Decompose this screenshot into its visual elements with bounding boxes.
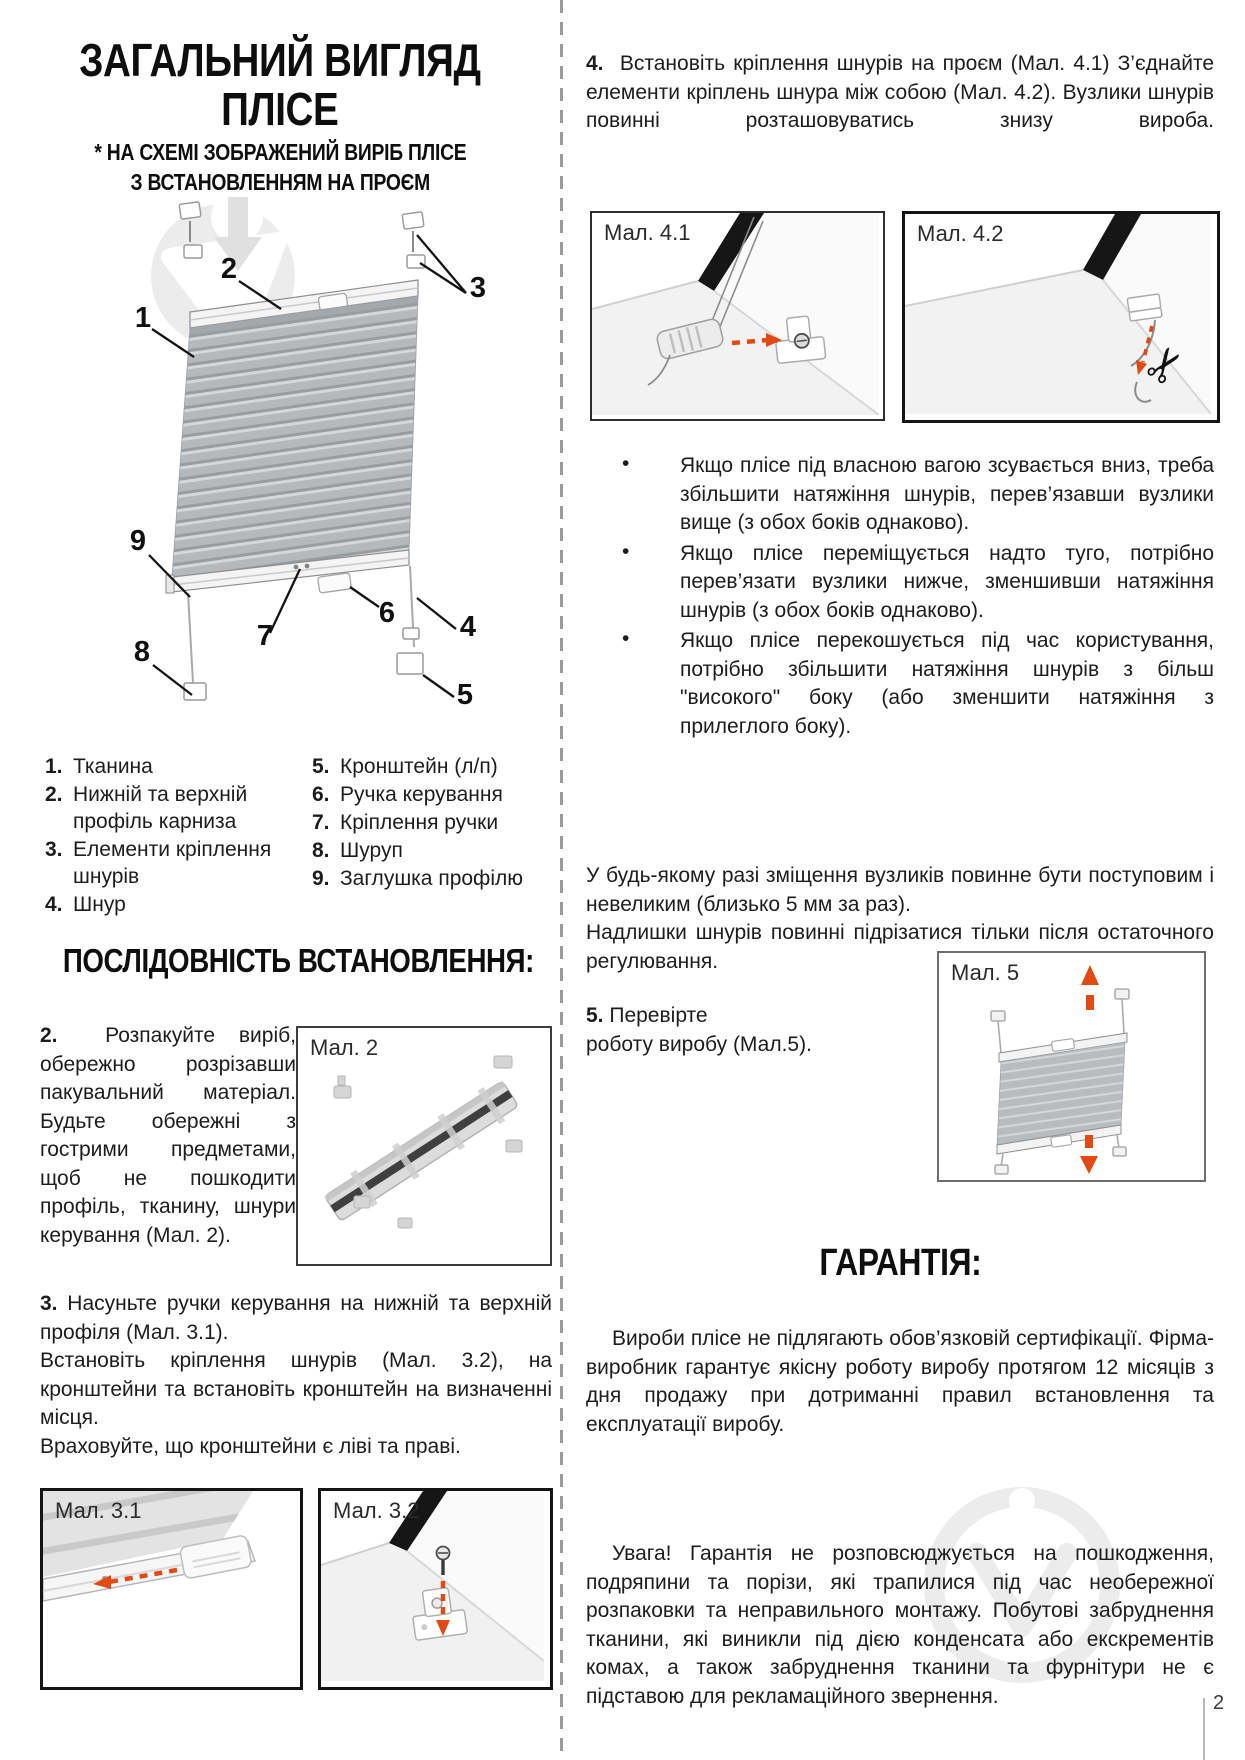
step-4-number: 4. xyxy=(586,52,604,75)
bullet-icon: • xyxy=(622,627,630,651)
list-item xyxy=(586,627,1214,741)
figure-4-2-label: Мал. 4.2 xyxy=(917,221,1004,246)
figure-4-1 xyxy=(590,211,885,421)
figure-2-label: Мал. 2 xyxy=(310,1035,379,1060)
diagram-callout-3: 3 xyxy=(469,272,487,304)
figure-3-1-label: Мал. 3.1 xyxy=(55,1498,142,1523)
pleated-blind-diagram-svg xyxy=(100,195,510,715)
figure-2-illustration xyxy=(298,1028,546,1260)
bullet-icon: • xyxy=(622,539,630,563)
page-number: 2 xyxy=(1213,1692,1225,1714)
list-item xyxy=(586,540,1214,626)
legend-text: Тканина xyxy=(73,755,153,778)
step-3-text xyxy=(40,1290,552,1461)
legend-text: Ручка керування xyxy=(340,783,503,807)
legend-item-1 xyxy=(45,753,297,780)
step-3-line-3: Враховуйте, що кронштейни є ліві та праві. xyxy=(40,1434,461,1458)
diagram-callout-8: 8 xyxy=(133,636,151,668)
figure-5 xyxy=(937,951,1206,1182)
warranty-paragraph-2: Увага! Гарантія не розповсюджується на пошкодження, подряпини та порізи, які трапилися під час необережної розпаковки та неправильного монтажу. Побутові забруднення тканини, які виникли під дією конденсата або екскрементів комах, а також забруднення тканини та фурнітури не є підставою для рекламаційного звернення. xyxy=(586,1542,1214,1708)
diagram-callout-1: 1 xyxy=(134,302,152,334)
note-line-2: Надлишки шнурів повинні підрізатися тільки після остаточного регулювання. xyxy=(586,921,1214,973)
step-5-number: 5. xyxy=(586,1004,604,1027)
legend-num: 2. xyxy=(45,783,63,807)
warranty-title xyxy=(586,1242,1214,1285)
diagram-callout-9: 9 xyxy=(129,525,147,557)
legend-text: Кронштейн (л/п) xyxy=(340,755,498,778)
column-divider xyxy=(560,0,563,1760)
legend-text: Заглушка профілю xyxy=(340,867,524,891)
diagram-callout-6: 6 xyxy=(378,597,396,629)
step-3-line-1 xyxy=(40,1290,552,1347)
legend-num: 6. xyxy=(312,783,330,807)
bullet-text-1: Якщо плісе під власною вагою зсувається вниз, треба збільшити натяжіння шнурів, перев’язавши вузлики вище (з обох боків однаково). xyxy=(680,454,1214,535)
diagram-callout-5: 5 xyxy=(456,679,474,711)
page-subtitle-line1: * НА СХЕМІ ЗОБРАЖЕНИЙ ВИРІБ ПЛІСЕ xyxy=(93,139,466,165)
page-subtitle xyxy=(20,138,540,198)
legend-text: Елементи кріплення шнурів xyxy=(73,838,272,889)
figure-3-2-label: Мал. 3.2 xyxy=(333,1498,420,1523)
step-5-text xyxy=(586,1002,921,1059)
cord-bracket xyxy=(1127,294,1162,321)
legend-item-3 xyxy=(45,836,297,890)
step-3-line-2: Встановіть кріплення шнурів (Мал. 3.2), на кронштейни та встановіть кронштейн на визначенні місця. xyxy=(40,1349,552,1430)
page-subtitle-line2: З ВСТАНОВЛЕННЯМ НА ПРОЄМ xyxy=(130,168,430,195)
legend-text: Нижній та верхній профіль карниза xyxy=(73,783,248,834)
legend-item-7 xyxy=(312,809,552,836)
figure-3-2 xyxy=(318,1488,553,1690)
bullet-text-3: Якщо плісе перекошується під час користування, потрібно збільшити натяжіння шнурів з більш "високого" боку (або зменшити натяжіння з прилеглого боку). xyxy=(680,629,1214,738)
legend-text: Кріплення ручки xyxy=(340,811,499,835)
figure-2 xyxy=(296,1026,552,1266)
red-arrow-down-icon xyxy=(1080,1135,1098,1174)
step-4-text xyxy=(586,50,1214,136)
step-5-body-2: роботу виробу (Мал.5). xyxy=(586,1032,812,1056)
figure-3-1 xyxy=(40,1488,303,1690)
legend-num: 5. xyxy=(312,755,330,778)
adjustment-bullet-list xyxy=(586,452,1214,743)
figure-5-label: Мал. 5 xyxy=(951,960,1020,985)
legend-item-5 xyxy=(312,753,552,780)
section-title-installation xyxy=(18,942,546,980)
legend-num: 8. xyxy=(312,839,330,863)
step-2-number: 2. xyxy=(40,1024,58,1047)
bullet-icon: • xyxy=(622,452,630,475)
bullet-text-2: Якщо плісе переміщується надто туго, потрібно перев’язати вузлики нижче, зменшивши натяжіння шнурів (з обох боків однаково). xyxy=(680,541,1214,622)
red-arrow-up-icon xyxy=(1081,965,1099,1010)
legend-text: Шнур xyxy=(73,893,126,917)
legend-text: Шуруп xyxy=(340,839,403,863)
legend-num: 4. xyxy=(45,893,63,917)
legend-item-4 xyxy=(45,891,297,918)
diagram-callout-4: 4 xyxy=(459,611,477,643)
legend-num: 3. xyxy=(45,838,63,862)
step-4-body: Встановіть кріплення шнурів на проєм (Мал. 4.1) З’єднайте елементи кріплень шнура між собою (Мал. 4.2). Вузлики шнурів повинні розташовуватись знизу вироба. xyxy=(586,52,1215,133)
figure-4-2 xyxy=(902,211,1220,423)
diagram-callout-2: 2 xyxy=(220,253,238,285)
list-item xyxy=(586,452,1214,538)
figure-5-illustration xyxy=(939,953,1200,1176)
warranty-paragraph-1: Вироби плісе не підлягають обов’язковій сертифікації. Фірма-виробник гарантує якісну роботу виробу протягом 12 місяців з дня продажу при дотриманні правил встановлення та експлуатації виробу. xyxy=(586,1327,1214,1436)
figure-4-1-label: Мал. 4.1 xyxy=(604,220,691,245)
step-5-body-1: Перевірте xyxy=(609,1004,708,1027)
page-title xyxy=(40,36,520,134)
legend-column-1 xyxy=(45,753,297,919)
step-2-body: Розпакуйте виріб, обережно розрізавши пакувальний матеріал. Будьте обережні з гострими предметами, щоб не пошкодити профіль, тканину, шнури керування (Мал. 2). xyxy=(40,1024,296,1247)
step-3-number: 3. xyxy=(40,1292,58,1315)
legend-item-8 xyxy=(312,837,552,864)
pleated-blind-diagram xyxy=(100,195,510,715)
page-title-line1: ЗАГАЛЬНИЙ ВИГЛЯД xyxy=(79,34,481,86)
warranty-title-text: ГАРАНТІЯ: xyxy=(819,1242,981,1284)
legend-item-9 xyxy=(312,865,552,892)
legend-column-2 xyxy=(312,753,552,893)
legend-num: 1. xyxy=(45,755,63,778)
diagram-callout-7: 7 xyxy=(256,620,274,652)
legend-item-6 xyxy=(312,781,552,808)
step-2-text xyxy=(40,1022,296,1250)
legend-num: 7. xyxy=(312,811,330,835)
scissors-icon: ✂ xyxy=(1132,334,1198,396)
legend-num: 9. xyxy=(312,867,330,891)
legend-item-2 xyxy=(45,781,297,835)
page-title-line2: ПЛІСЕ xyxy=(221,82,339,135)
section-title-text: ПОСЛІДОВНІСТЬ ВСТАНОВЛЕННЯ: xyxy=(62,942,534,979)
note-line-1: У будь-якому разі зміщення вузликів повинне бути поступовим і невеликим (близько 5 мм за раз). xyxy=(586,864,1214,916)
bottom-brackets xyxy=(184,628,423,700)
step-3-body-1: Насуньте ручки керування на нижній та верхній профіля (Мал. 3.1). xyxy=(40,1292,552,1344)
